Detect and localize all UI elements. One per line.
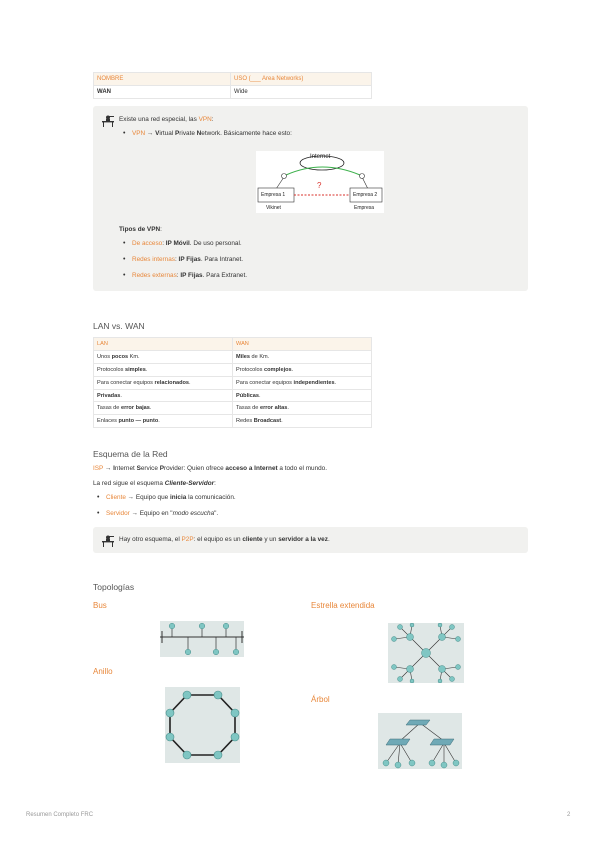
text: Existe una red especial, las <box>119 116 199 123</box>
text: . De uso personal. <box>189 240 242 247</box>
text: Miles <box>236 353 250 360</box>
text: Para conectar equipos <box>97 379 155 386</box>
table-cell <box>94 402 233 415</box>
text: IP Móvil <box>165 240 190 247</box>
text: relacionados <box>154 379 190 386</box>
text: Tipos de VPN <box>119 226 161 233</box>
extended-star-diagram <box>388 623 464 683</box>
table-cell <box>94 376 233 389</box>
table-cell <box>94 389 233 402</box>
text: . <box>120 392 122 399</box>
text: . <box>281 418 283 425</box>
text: Cliente-Servidor <box>164 480 215 487</box>
text: Para conectar equipos <box>236 379 294 386</box>
table-header-cell: LAN <box>94 338 233 351</box>
table-header-row <box>94 338 372 351</box>
text: . <box>327 536 330 543</box>
text: Privadas <box>97 392 121 399</box>
text: . <box>149 405 152 412</box>
text: inicia <box>169 494 187 501</box>
empresa-2-label: Empresa 2 <box>353 192 378 198</box>
p2p-link[interactable]: P2P <box>181 536 194 543</box>
table-cell <box>94 415 233 428</box>
table-header-cell: USO (___ Area Networks) <box>231 73 372 86</box>
text: independientes <box>293 379 335 386</box>
topology-title-bus: Bus <box>93 601 107 610</box>
text: . <box>334 379 337 386</box>
section-heading-lan-wan: LAN vs. WAN <box>93 321 145 331</box>
question-mark: ? <box>317 181 322 190</box>
text: . <box>259 392 261 399</box>
text: de Km. <box>250 353 270 360</box>
topology-title-anillo: Anillo <box>93 667 113 676</box>
table-row <box>94 86 372 99</box>
text: complejos <box>263 366 292 373</box>
text: I <box>113 465 115 472</box>
text: . <box>158 418 160 425</box>
table-header-cell: NOMBRE <box>94 73 231 86</box>
text: Unos <box>97 353 112 360</box>
text: S <box>136 465 141 472</box>
text: etwork. Básicamente hace esto: <box>201 130 292 137</box>
text: Hay otro esquema, el <box>119 536 182 543</box>
student-icon <box>101 534 115 546</box>
uso-table <box>93 72 372 99</box>
text: → Equipo en " <box>129 510 173 517</box>
ring-diagram <box>165 687 240 763</box>
text: Tasas de <box>236 405 260 412</box>
text: Enlaces <box>97 418 119 425</box>
table-cell <box>233 415 372 428</box>
tree-diagram <box>378 713 462 769</box>
text: → <box>145 130 156 137</box>
internet-label: Internet <box>310 154 331 160</box>
text: Broadcast <box>253 418 282 425</box>
section-heading-topologias: Topologías <box>93 582 135 592</box>
text: a todo el mundo. <box>277 465 328 472</box>
p2p-text <box>119 536 330 543</box>
vpn-type-item: • Redes externas: IP Fijas. Para Extranet. <box>132 272 247 279</box>
table-row <box>94 415 372 428</box>
topology-title-estrella: Estrella extendida <box>311 601 375 610</box>
right-caption: Empresa <box>354 205 375 211</box>
table-header-cell: WAN <box>233 338 372 351</box>
text: Tasas de <box>97 405 121 412</box>
page-number: 2 <box>567 812 571 818</box>
vpn-type-name[interactable]: De acceso <box>132 240 163 247</box>
text: Protocolos <box>236 366 264 373</box>
text: . <box>291 366 294 373</box>
table-row <box>94 376 372 389</box>
text: la comunicación. <box>186 494 236 501</box>
vpn-link[interactable]: VPN <box>132 130 146 137</box>
cliente-link[interactable]: Cliente <box>106 494 126 501</box>
text: V <box>155 130 160 137</box>
lan-wan-table <box>93 337 372 428</box>
text: Km. <box>128 353 140 360</box>
table-cell <box>94 350 233 363</box>
text: rovider: Quien ofrece <box>163 465 226 472</box>
footer-title: Resumen Completo FRC <box>26 812 94 818</box>
text: punto — punto <box>118 418 159 425</box>
isp-line <box>93 465 327 472</box>
table-row <box>94 363 372 376</box>
vpn-callout <box>93 106 528 291</box>
text: → <box>103 465 114 472</box>
table-cell <box>94 363 233 376</box>
table-cell: WAN <box>94 86 231 99</box>
text: servidor a la vez <box>278 536 328 543</box>
left-caption: Vikinet <box>266 205 281 211</box>
text: . <box>287 405 289 412</box>
text: P <box>175 130 180 137</box>
p2p-callout <box>93 527 528 553</box>
text: : <box>211 116 214 123</box>
table-cell <box>233 350 372 363</box>
table-row <box>94 402 372 415</box>
text: rivate <box>179 130 197 137</box>
text: cliente <box>242 536 263 543</box>
text: N <box>196 130 202 137</box>
table-row <box>94 389 372 402</box>
text: pocos <box>111 353 129 360</box>
text: error bajas <box>120 405 150 412</box>
text: nternet <box>114 465 137 472</box>
vpn-type-name[interactable]: Redes internas <box>132 256 175 263</box>
text: Redes <box>236 418 254 425</box>
text: ". <box>214 510 219 517</box>
text: . <box>145 366 148 373</box>
text: irtual <box>159 130 175 137</box>
text: y un <box>262 536 279 543</box>
text: → Equipo que <box>125 494 170 501</box>
text: ervice <box>140 465 160 472</box>
topology-title-arbol: Árbol <box>311 695 330 704</box>
table-row <box>94 350 372 363</box>
table-header-row <box>94 73 372 86</box>
cliente-bullet <box>106 494 236 501</box>
cliente-servidor-line <box>93 480 216 487</box>
text: La red sigue el esquema <box>93 480 165 487</box>
isp-link[interactable]: ISP <box>93 465 104 472</box>
text: acceso a Internet <box>225 465 278 472</box>
text: IP Fijas <box>180 272 203 279</box>
text: : <box>214 480 216 487</box>
table-cell <box>233 376 372 389</box>
vpn-type-item: • De acceso: IP Móvil. De uso personal. <box>132 240 242 247</box>
servidor-link[interactable]: Servidor <box>106 510 130 517</box>
section-heading-esquema: Esquema de la Red <box>93 449 168 459</box>
vpn-link[interactable]: VPN <box>198 116 212 123</box>
vpn-type-name[interactable]: Redes externas <box>132 272 177 279</box>
text: : <box>160 226 162 233</box>
student-icon <box>101 114 115 126</box>
empresa-1-label: Empresa 1 <box>261 192 286 198</box>
table-cell <box>233 389 372 402</box>
table-cell <box>233 402 372 415</box>
vpn-type-item: • Redes internas: IP Fijas. Para Intranet. <box>132 256 243 263</box>
text: : el equipo es un <box>193 536 243 543</box>
text: . <box>189 379 191 386</box>
vpn-intro <box>119 116 214 123</box>
text: . Para Intranet. <box>200 256 244 263</box>
text: . Para Extranet. <box>202 272 247 279</box>
text: simples <box>124 366 146 373</box>
servidor-bullet <box>106 510 218 517</box>
vpn-diagram <box>256 151 384 213</box>
vpn-bullet <box>132 130 292 137</box>
text: P <box>159 465 164 472</box>
text: IP Fijas <box>178 256 201 263</box>
table-cell <box>233 363 372 376</box>
text: modo escucha <box>172 510 215 517</box>
bus-diagram <box>160 621 244 657</box>
text: Protocolos <box>97 366 125 373</box>
vpn-types-title <box>119 226 162 233</box>
text: error altas <box>259 405 288 412</box>
table-cell: Wide <box>231 86 372 99</box>
text: Públicas <box>236 392 260 399</box>
